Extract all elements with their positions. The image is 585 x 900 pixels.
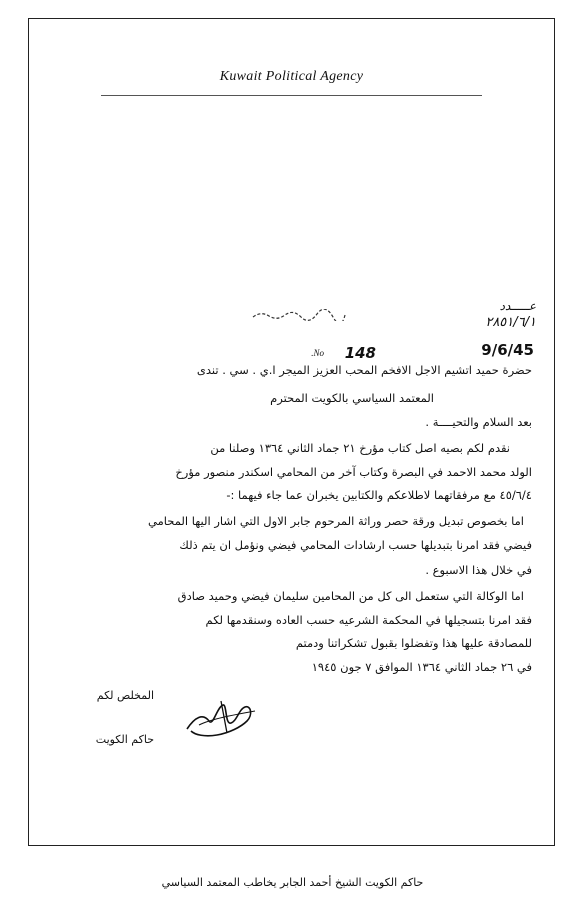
body-line: للمصادقة عليها هذا وتفضلوا بقبول تشكراتنا ودمتم: [295, 636, 532, 650]
signature-title: حاكم الكويت: [95, 733, 154, 746]
body-line: في ٢٦ جماد الثاني ١٣٦٤ الموافق ٧ جون ١٩٤٥: [311, 660, 532, 674]
body-line: فيضي فقد امرنا بتبديلها حسب ارشادات المحامي فيضي ونؤمل ان يتم ذلك: [179, 538, 532, 552]
letter-date: 9/6/45: [481, 341, 534, 359]
salutation-line: بعد السلام والتحيــــة .: [425, 415, 532, 429]
body-line: الولد محمد الاحمد في البصرة وكتاب آخر من المحامي اسكندر منصور مؤرخ: [175, 465, 532, 479]
letter-page: [28, 18, 555, 846]
scribble-mark: [251, 309, 347, 321]
reference-number: ٢٨٥١/٦/١: [485, 315, 536, 330]
body-line: اما الوكالة التي ستعمل الى كل من المحامين سليمان فيضي وحميد صادق: [177, 589, 524, 603]
photo-caption: حاكم الكويت الشيخ أحمد الجابر يخاطب المعتمد السياسي: [161, 876, 424, 889]
body-line: ٤٥/٦/٤ مع مرفقاتهما لاطلاعكم والكتابين يخبران عما جاء فيهما :-: [226, 488, 532, 502]
body-line: اما بخصوص تبديل ورقة حصر وراثة المرحوم جابر الاول التي اشار اليها المحامي: [148, 514, 524, 528]
reference-number-label: عـــــدد: [499, 299, 536, 313]
body-line: فقد امرنا بتسجيلها في المحكمة الشرعيه حسب العاده وسنقدمها لكم: [205, 613, 532, 627]
letter-number: 148: [344, 344, 376, 362]
closing-line: المخلص لكم: [96, 689, 154, 702]
header-rule: [101, 95, 482, 96]
body-line: في خلال هذا الاسبوع .: [425, 563, 532, 577]
body-line: نقدم لكم بصيه اصل كتاب مؤرخ ٢١ جماد الثاني ١٣٦٤ وصلنا من: [210, 441, 510, 455]
addressee-title-line: المعتمد السياسي بالكويت المحترم: [270, 391, 434, 405]
number-prefix-label: No.: [311, 348, 324, 358]
letterhead-title: Kuwait Political Agency: [219, 69, 364, 84]
signature-image: [181, 695, 261, 741]
addressee-line: حضرة حميد اتشيم الاجل الافخم المحب العزيز الميجر ا.ي . سي . تندى: [196, 363, 532, 377]
